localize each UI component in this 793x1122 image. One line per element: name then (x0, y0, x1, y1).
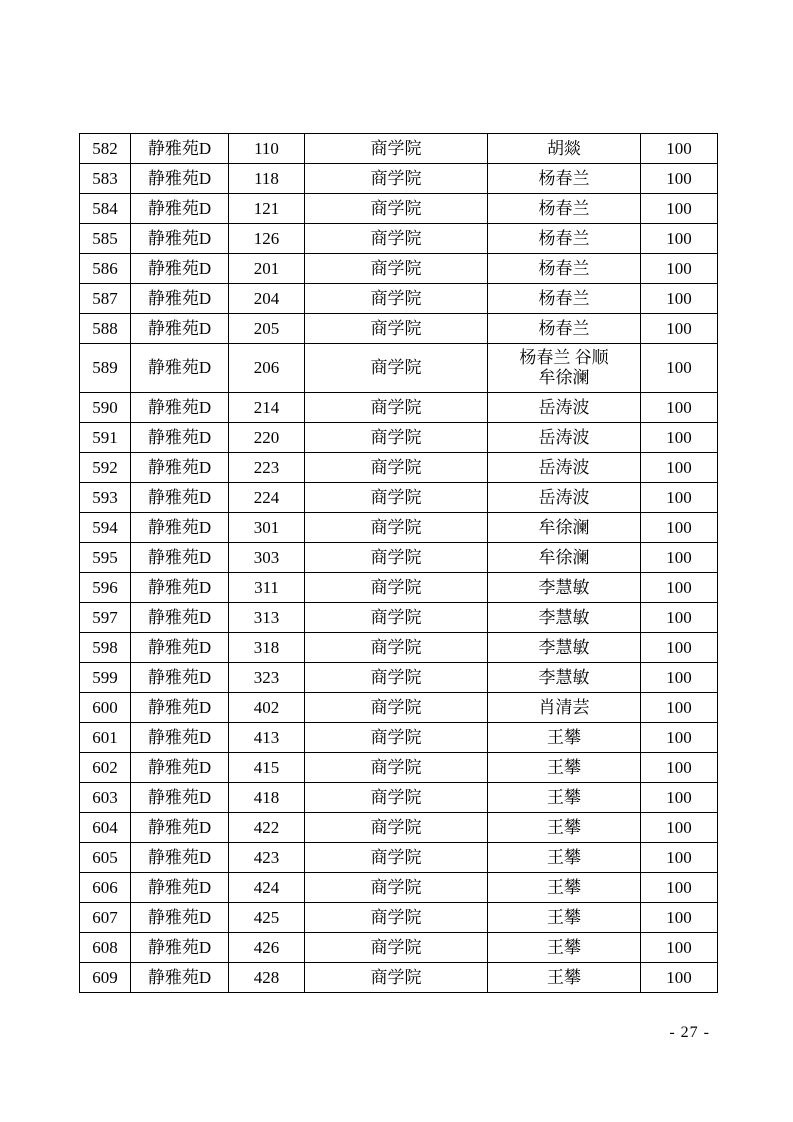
building-cell: 静雅苑D (131, 813, 229, 843)
row-index-cell: 595 (80, 543, 131, 573)
table-row (80, 453, 718, 483)
table-row (80, 723, 718, 753)
score-cell: 100 (641, 753, 718, 783)
room-number-cell: 415 (229, 753, 305, 783)
score-cell: 100 (641, 224, 718, 254)
college-cell: 商学院 (305, 633, 488, 663)
college-cell: 商学院 (305, 693, 488, 723)
teacher-cell: 杨春兰 (488, 224, 641, 254)
score-cell: 100 (641, 164, 718, 194)
college-cell: 商学院 (305, 963, 488, 993)
college-cell: 商学院 (305, 933, 488, 963)
room-number-cell: 428 (229, 963, 305, 993)
room-number-cell: 206 (229, 344, 305, 393)
college-cell: 商学院 (305, 344, 488, 393)
table-row (80, 573, 718, 603)
teacher-cell: 岳涛波 (488, 423, 641, 453)
row-index-cell: 603 (80, 783, 131, 813)
table-row (80, 284, 718, 314)
teacher-line-2: 牟徐澜 (538, 368, 590, 387)
building-cell: 静雅苑D (131, 933, 229, 963)
building-cell: 静雅苑D (131, 903, 229, 933)
row-index-cell: 594 (80, 513, 131, 543)
room-number-cell: 313 (229, 603, 305, 633)
building-cell: 静雅苑D (131, 453, 229, 483)
teacher-cell: 王攀 (488, 783, 641, 813)
building-cell: 静雅苑D (131, 573, 229, 603)
teacher-cell: 王攀 (488, 753, 641, 783)
room-number-cell: 201 (229, 254, 305, 284)
row-index-cell: 589 (80, 344, 131, 393)
building-cell: 静雅苑D (131, 723, 229, 753)
room-number-cell: 418 (229, 783, 305, 813)
room-number-cell: 223 (229, 453, 305, 483)
score-cell: 100 (641, 513, 718, 543)
building-cell: 静雅苑D (131, 423, 229, 453)
row-index-cell: 598 (80, 633, 131, 663)
college-cell: 商学院 (305, 603, 488, 633)
college-cell: 商学院 (305, 164, 488, 194)
college-cell: 商学院 (305, 134, 488, 164)
row-index-cell: 608 (80, 933, 131, 963)
row-index-cell: 597 (80, 603, 131, 633)
building-cell: 静雅苑D (131, 603, 229, 633)
building-cell: 静雅苑D (131, 783, 229, 813)
teacher-cell: 胡燚 (488, 134, 641, 164)
teacher-cell: 杨春兰 (488, 194, 641, 224)
building-cell: 静雅苑D (131, 663, 229, 693)
building-cell: 静雅苑D (131, 344, 229, 393)
building-cell: 静雅苑D (131, 633, 229, 663)
score-cell: 100 (641, 284, 718, 314)
building-cell: 静雅苑D (131, 314, 229, 344)
teacher-cell: 王攀 (488, 723, 641, 753)
teacher-cell: 岳涛波 (488, 453, 641, 483)
page-number: - 27 - (669, 1024, 710, 1041)
building-cell: 静雅苑D (131, 164, 229, 194)
row-index-cell: 607 (80, 903, 131, 933)
row-index-cell: 583 (80, 164, 131, 194)
room-number-cell: 214 (229, 393, 305, 423)
table-row (80, 543, 718, 573)
score-cell: 100 (641, 903, 718, 933)
score-cell: 100 (641, 344, 718, 393)
college-cell: 商学院 (305, 543, 488, 573)
building-cell: 静雅苑D (131, 753, 229, 783)
college-cell: 商学院 (305, 843, 488, 873)
score-cell: 100 (641, 134, 718, 164)
college-cell: 商学院 (305, 813, 488, 843)
teacher-cell: 李慧敏 (488, 663, 641, 693)
building-cell: 静雅苑D (131, 224, 229, 254)
teacher-cell: 王攀 (488, 843, 641, 873)
teacher-cell: 岳涛波 (488, 483, 641, 513)
score-cell: 100 (641, 453, 718, 483)
table-row (80, 254, 718, 284)
table-row (80, 134, 718, 164)
room-number-cell: 423 (229, 843, 305, 873)
table-row (80, 813, 718, 843)
room-number-cell: 224 (229, 483, 305, 513)
college-cell: 商学院 (305, 254, 488, 284)
teacher-cell: 杨春兰 (488, 314, 641, 344)
college-cell: 商学院 (305, 903, 488, 933)
row-index-cell: 592 (80, 453, 131, 483)
teacher-line-1: 杨春兰 谷顺 (519, 348, 609, 367)
building-cell: 静雅苑D (131, 543, 229, 573)
room-number-cell: 118 (229, 164, 305, 194)
score-cell: 100 (641, 933, 718, 963)
college-cell: 商学院 (305, 483, 488, 513)
college-cell: 商学院 (305, 393, 488, 423)
row-index-cell: 584 (80, 194, 131, 224)
college-cell: 商学院 (305, 224, 488, 254)
room-number-cell: 323 (229, 663, 305, 693)
score-cell: 100 (641, 843, 718, 873)
teacher-cell: 王攀 (488, 813, 641, 843)
table-row (80, 783, 718, 813)
row-index-cell: 590 (80, 393, 131, 423)
teacher-cell: 李慧敏 (488, 603, 641, 633)
room-number-cell: 413 (229, 723, 305, 753)
score-cell: 100 (641, 633, 718, 663)
college-cell: 商学院 (305, 194, 488, 224)
table-row (80, 344, 718, 393)
dormitory-score-table (79, 133, 718, 993)
row-index-cell: 587 (80, 284, 131, 314)
table-row (80, 314, 718, 344)
row-index-cell: 609 (80, 963, 131, 993)
score-cell: 100 (641, 573, 718, 603)
table-row (80, 753, 718, 783)
table-row (80, 194, 718, 224)
score-cell: 100 (641, 194, 718, 224)
building-cell: 静雅苑D (131, 194, 229, 224)
building-cell: 静雅苑D (131, 693, 229, 723)
row-index-cell: 606 (80, 873, 131, 903)
room-number-cell: 303 (229, 543, 305, 573)
score-cell: 100 (641, 423, 718, 453)
building-cell: 静雅苑D (131, 393, 229, 423)
teacher-cell: 杨春兰 (488, 284, 641, 314)
row-index-cell: 582 (80, 134, 131, 164)
room-number-cell: 220 (229, 423, 305, 453)
row-index-cell: 600 (80, 693, 131, 723)
room-number-cell: 425 (229, 903, 305, 933)
building-cell: 静雅苑D (131, 843, 229, 873)
teacher-cell: 牟徐澜 (488, 513, 641, 543)
row-index-cell: 586 (80, 254, 131, 284)
teacher-cell: 杨春兰 (488, 164, 641, 194)
college-cell: 商学院 (305, 663, 488, 693)
table-row (80, 843, 718, 873)
room-number-cell: 424 (229, 873, 305, 903)
row-index-cell: 599 (80, 663, 131, 693)
building-cell: 静雅苑D (131, 963, 229, 993)
building-cell: 静雅苑D (131, 134, 229, 164)
room-number-cell: 126 (229, 224, 305, 254)
row-index-cell: 604 (80, 813, 131, 843)
college-cell: 商学院 (305, 783, 488, 813)
table-row (80, 423, 718, 453)
room-number-cell: 318 (229, 633, 305, 663)
room-number-cell: 301 (229, 513, 305, 543)
row-index-cell: 585 (80, 224, 131, 254)
building-cell: 静雅苑D (131, 513, 229, 543)
building-cell: 静雅苑D (131, 873, 229, 903)
score-cell: 100 (641, 963, 718, 993)
college-cell: 商学院 (305, 453, 488, 483)
table-body (80, 134, 718, 993)
table-row (80, 603, 718, 633)
teacher-cell (488, 344, 641, 393)
room-number-cell: 110 (229, 134, 305, 164)
room-number-cell: 204 (229, 284, 305, 314)
room-number-cell: 205 (229, 314, 305, 344)
table-row (80, 633, 718, 663)
college-cell: 商学院 (305, 513, 488, 543)
college-cell: 商学院 (305, 723, 488, 753)
score-cell: 100 (641, 483, 718, 513)
teacher-cell: 王攀 (488, 963, 641, 993)
teacher-cell: 王攀 (488, 903, 641, 933)
score-cell: 100 (641, 254, 718, 284)
table-row (80, 933, 718, 963)
row-index-cell: 601 (80, 723, 131, 753)
row-index-cell: 591 (80, 423, 131, 453)
table-row (80, 164, 718, 194)
college-cell: 商学院 (305, 573, 488, 603)
teacher-cell: 李慧敏 (488, 573, 641, 603)
table-row (80, 963, 718, 993)
score-cell: 100 (641, 663, 718, 693)
teacher-cell: 王攀 (488, 933, 641, 963)
table-row (80, 393, 718, 423)
room-number-cell: 426 (229, 933, 305, 963)
row-index-cell: 593 (80, 483, 131, 513)
teacher-cell: 王攀 (488, 873, 641, 903)
building-cell: 静雅苑D (131, 254, 229, 284)
room-number-cell: 422 (229, 813, 305, 843)
score-cell: 100 (641, 813, 718, 843)
score-cell: 100 (641, 723, 718, 753)
score-cell: 100 (641, 603, 718, 633)
row-index-cell: 588 (80, 314, 131, 344)
teacher-cell: 岳涛波 (488, 393, 641, 423)
score-cell: 100 (641, 314, 718, 344)
table-row (80, 663, 718, 693)
teacher-cell: 肖清芸 (488, 693, 641, 723)
table-row (80, 693, 718, 723)
college-cell: 商学院 (305, 873, 488, 903)
score-cell: 100 (641, 693, 718, 723)
teacher-cell: 李慧敏 (488, 633, 641, 663)
college-cell: 商学院 (305, 753, 488, 783)
score-cell: 100 (641, 393, 718, 423)
building-cell: 静雅苑D (131, 284, 229, 314)
teacher-cell: 杨春兰 (488, 254, 641, 284)
table-row (80, 483, 718, 513)
table-row (80, 873, 718, 903)
room-number-cell: 402 (229, 693, 305, 723)
college-cell: 商学院 (305, 423, 488, 453)
score-cell: 100 (641, 783, 718, 813)
score-cell: 100 (641, 873, 718, 903)
room-number-cell: 311 (229, 573, 305, 603)
table-row (80, 903, 718, 933)
table-row (80, 513, 718, 543)
college-cell: 商学院 (305, 284, 488, 314)
row-index-cell: 596 (80, 573, 131, 603)
building-cell: 静雅苑D (131, 483, 229, 513)
college-cell: 商学院 (305, 314, 488, 344)
teacher-cell: 牟徐澜 (488, 543, 641, 573)
row-index-cell: 605 (80, 843, 131, 873)
room-number-cell: 121 (229, 194, 305, 224)
score-cell: 100 (641, 543, 718, 573)
table-row (80, 224, 718, 254)
row-index-cell: 602 (80, 753, 131, 783)
